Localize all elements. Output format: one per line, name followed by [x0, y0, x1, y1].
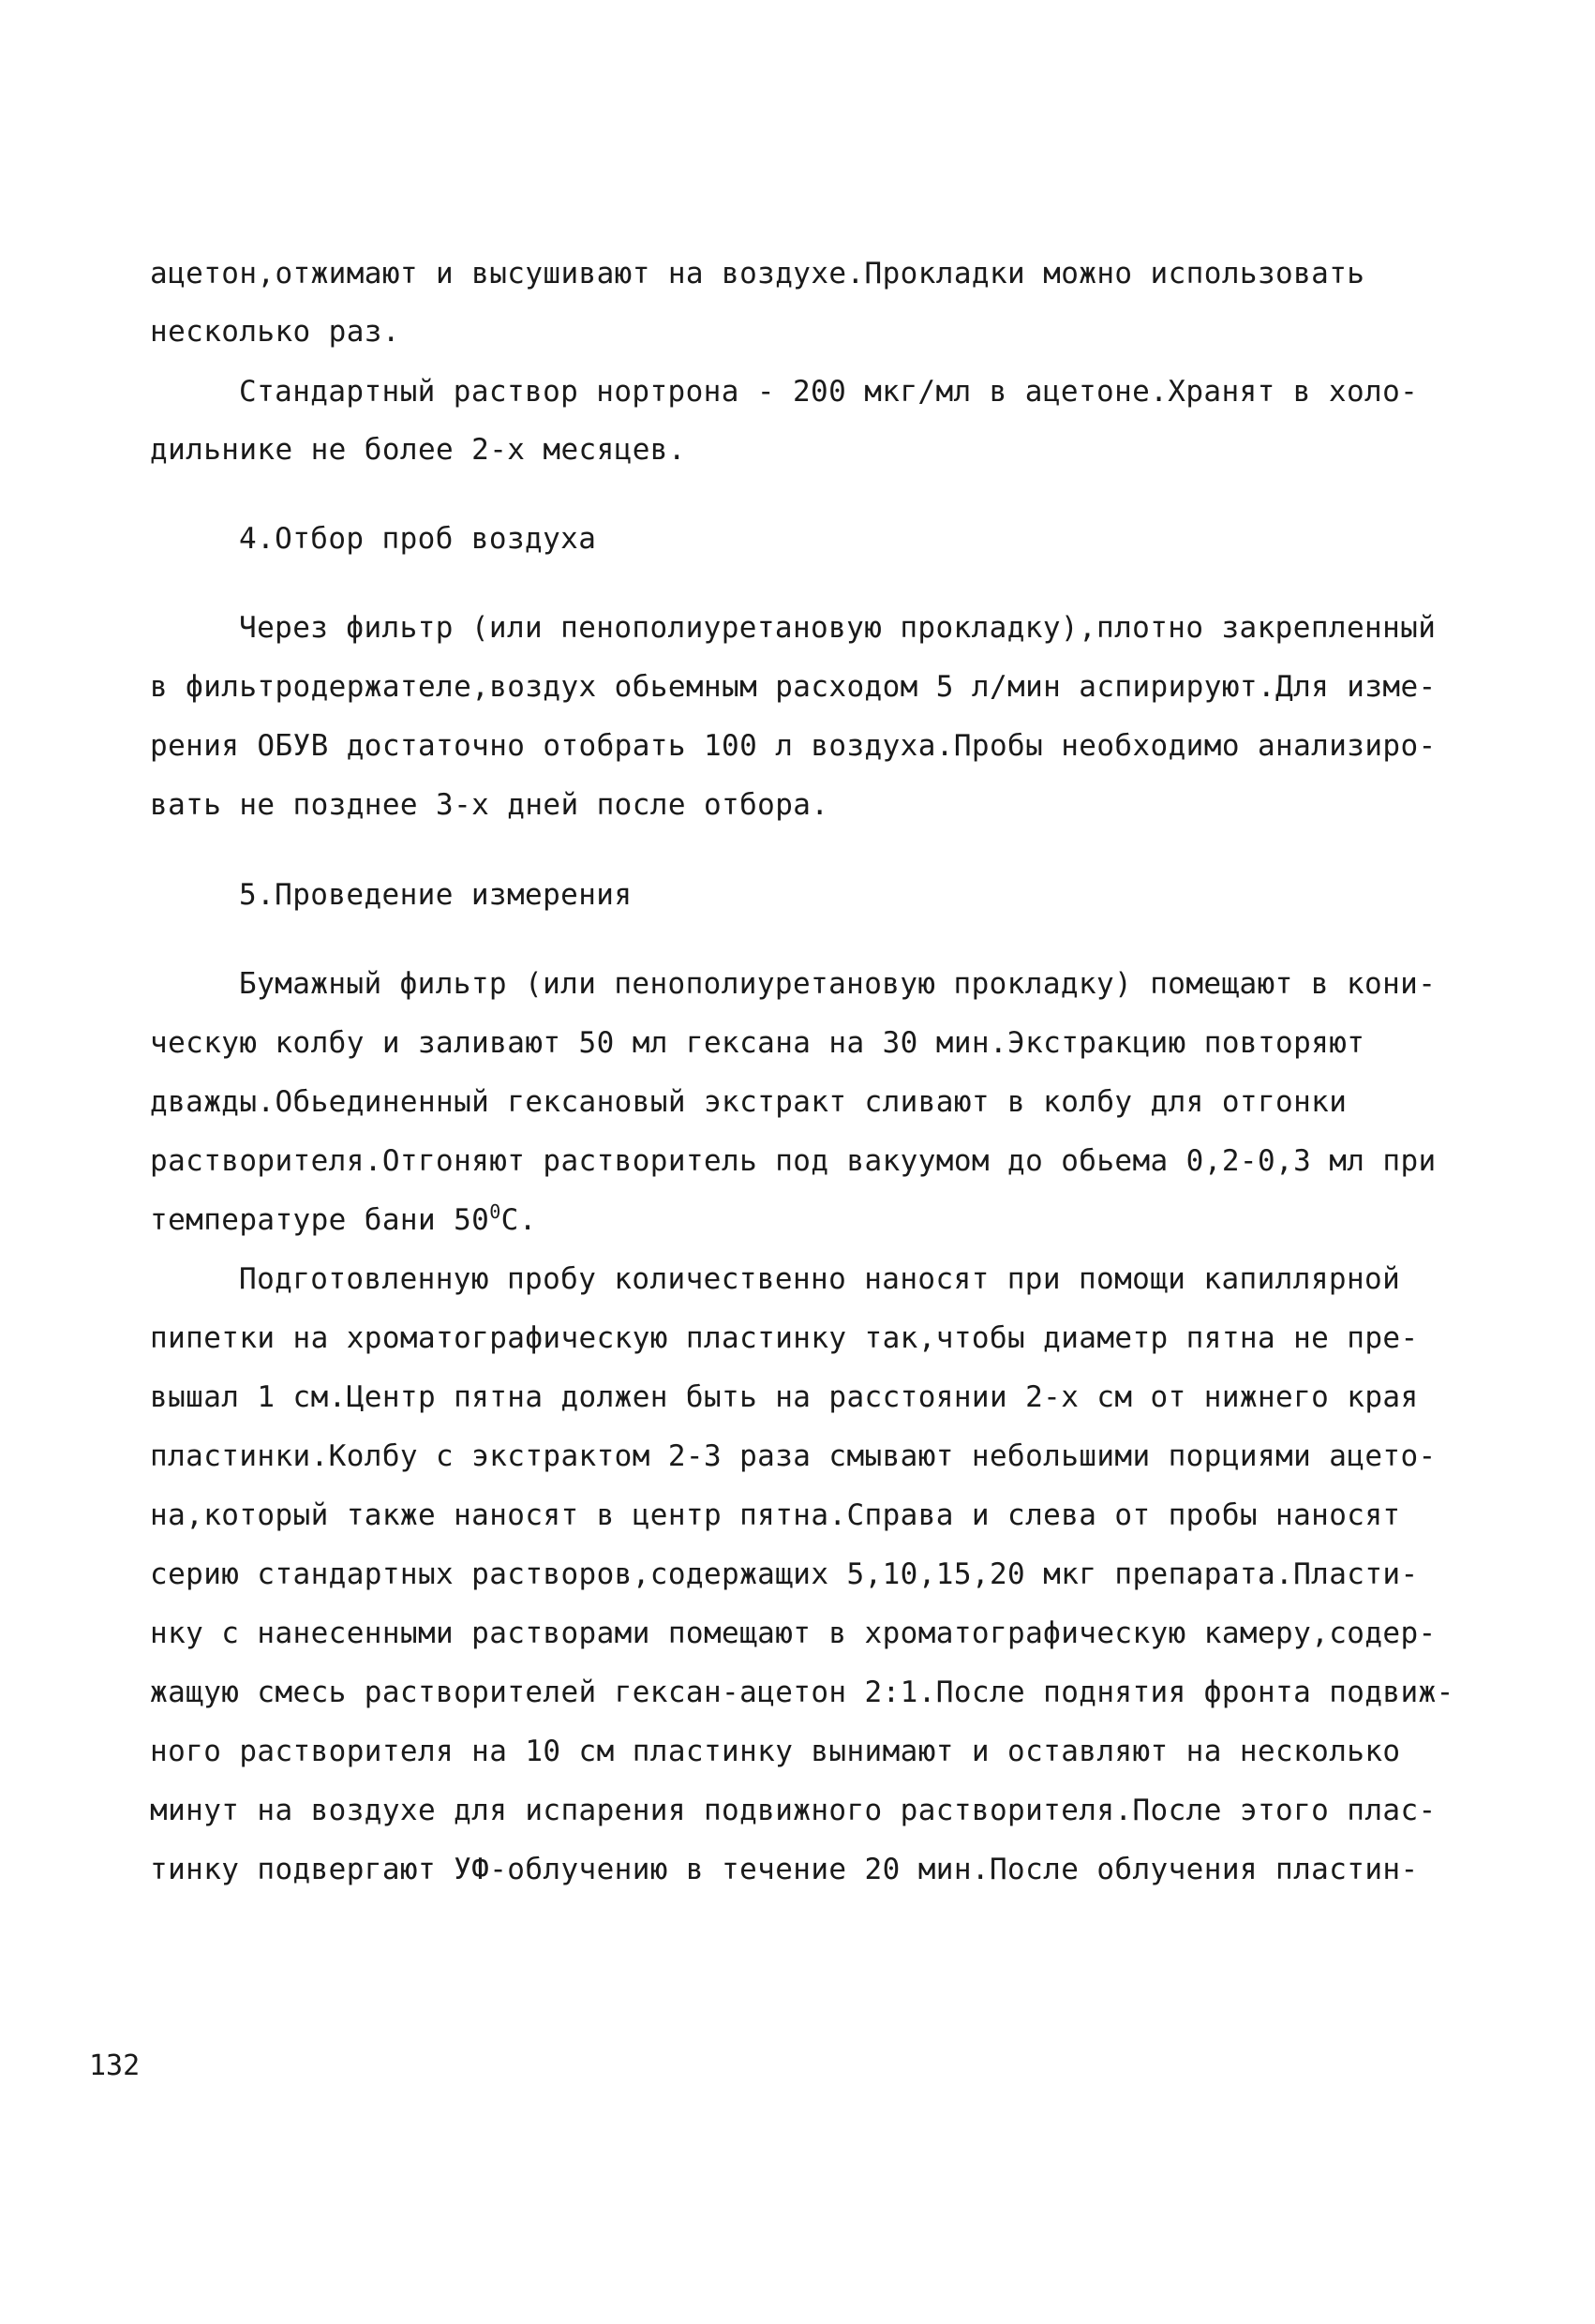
text-line: ного растворителя на 10 см пластинку вынимают и оставляют на несколько: [150, 1735, 1401, 1768]
text-line: жащую смесь растворителей гексан-ацетон 2:1.После поднятия фронта подвиж-: [150, 1676, 1454, 1709]
degree-superscript: 0: [489, 1200, 501, 1223]
text-line: пипетки на хроматографическую пластинку так,чтобы диаметр пятна не пре-: [150, 1321, 1419, 1355]
text-line: дважды.Обьединенный гексановый экстракт сливают в колбу для отгонки: [150, 1085, 1348, 1119]
temperature-unit: С.: [500, 1203, 537, 1237]
text-line: растворителя.Отгоняют растворитель под вакуумом до обьема 0,2-0,3 мл при: [150, 1144, 1437, 1178]
text-line: Подготовленную пробу количественно наносят при помощи капиллярной: [239, 1262, 1401, 1296]
text-line: ческую колбу и заливают 50 мл гексана на 30 мин.Экстракцию повторяют: [150, 1026, 1365, 1060]
text-line: Бумажный фильтр (или пенополиуретановую прокладку) помещают в кони-: [239, 967, 1437, 1001]
temperature-text: температуре бани 50: [150, 1203, 490, 1237]
text-line: дильнике не более 2-х месяцев.: [150, 433, 686, 467]
text-line: в фильтродержателе,воздух обьемным расходом 5 л/мин аспирируют.Для изме-: [150, 670, 1437, 704]
text-line: вать не позднее 3-х дней после отбора.: [150, 788, 829, 822]
text-line: тинку подвергают УФ-облучению в течение 20 мин.После облучения пластин-: [150, 1853, 1419, 1886]
text-line-temperature: [150, 1201, 537, 1239]
text-line: вышал 1 см.Центр пятна должен быть на расстоянии 2-х см от нижнего края: [150, 1380, 1419, 1414]
text-line: ацетон,отжимают и высушивают на воздухе.Прокладки можно использовать: [150, 257, 1365, 290]
text-line: Стандартный раствор нортрона - 200 мкг/мл в ацетоне.Хранят в холо-: [239, 375, 1419, 409]
text-line: на,который также наносят в центр пятна.Справа и слева от пробы наносят: [150, 1498, 1401, 1532]
page-number: 132: [89, 2049, 141, 2082]
text-line: Через фильтр (или пенополиуретановую прокладку),плотно закрепленный: [239, 611, 1437, 645]
section-heading: 4.Отбор проб воздуха: [239, 522, 597, 556]
text-line: минут на воздухе для испарения подвижного растворителя.После этого плас-: [150, 1794, 1437, 1827]
section-heading: 5.Проведение измерения: [239, 878, 633, 912]
text-line: рения ОБУВ достаточно отобрать 100 л воздуха.Пробы необходимо анализиро-: [150, 729, 1437, 763]
text-line: несколько раз.: [150, 315, 400, 349]
text-line: пластинки.Колбу с экстрактом 2-3 раза смывают небольшими порциями ацето-: [150, 1439, 1437, 1473]
text-line: серию стандартных растворов,содержащих 5,10,15,20 мкг препарата.Пласти-: [150, 1557, 1419, 1591]
text-line: нку с нанесенными растворами помещают в хроматографическую камеру,содер-: [150, 1616, 1437, 1650]
